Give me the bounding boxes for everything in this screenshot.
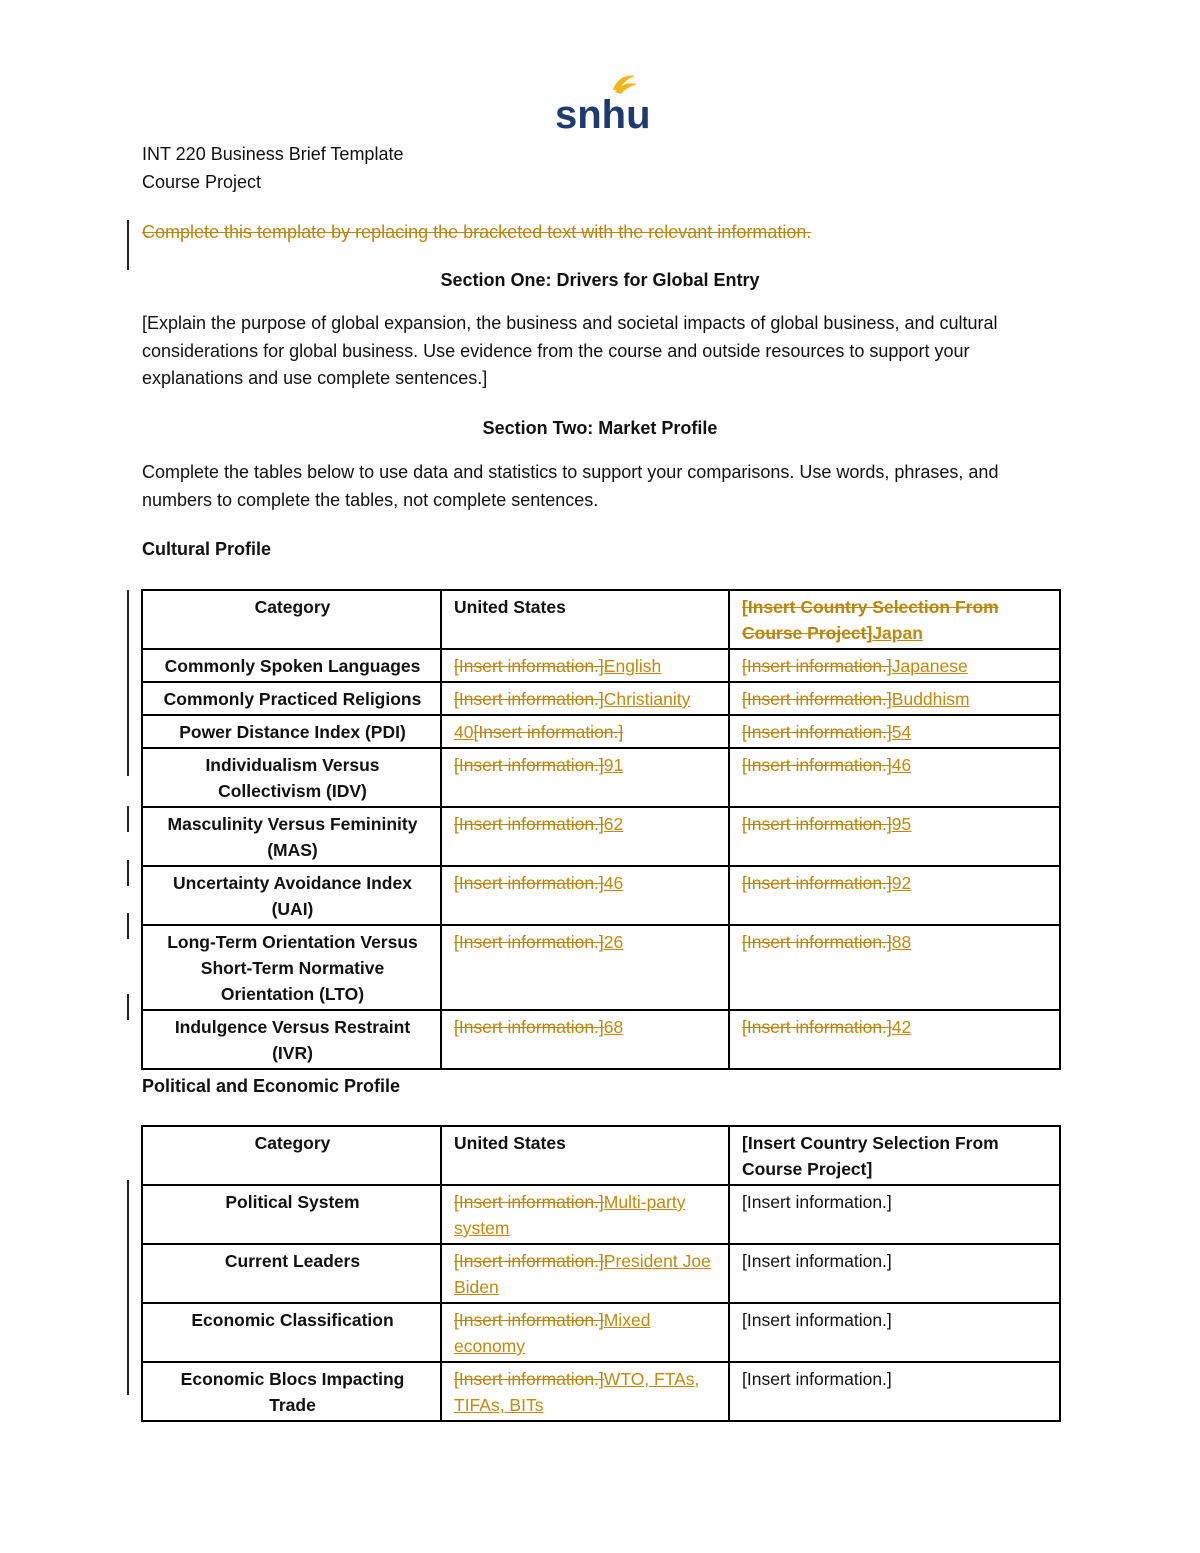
header-country: [Insert Country Selection From Course Project]	[729, 1126, 1060, 1185]
country-cell	[729, 748, 1060, 807]
instruction-text: Complete this template by replacing the bracketed text with the relevant information.	[142, 222, 812, 242]
deleted-text: [Insert information.]	[742, 689, 892, 709]
us-cell	[441, 1362, 729, 1421]
table-row	[142, 715, 1060, 748]
deleted-text: [Insert information.]	[454, 1369, 604, 1389]
table-header-row	[142, 1126, 1060, 1185]
section-two-body: Complete the tables below to use data and statistics to support your comparisons. Use words, phrases, and numbers to complete the tables, not complete sentences.	[142, 462, 999, 510]
section-one-heading: Section One: Drivers for Global Entry	[440, 270, 760, 290]
deleted-text: [Insert information.]	[454, 689, 604, 709]
deleted-text: [Insert information.]	[742, 656, 892, 676]
us-cell	[441, 1303, 729, 1362]
inserted-text: 46	[603, 873, 624, 893]
inserted-text: 54	[891, 722, 912, 742]
row-category: Economic Classification	[142, 1303, 441, 1362]
political-profile-heading: Political and Economic Profile	[142, 1076, 401, 1096]
deleted-text: [Insert information.]	[454, 873, 604, 893]
inserted-text: Buddhism	[891, 689, 970, 709]
inserted-text: 26	[603, 932, 624, 952]
cultural-profile-table	[141, 589, 1061, 1070]
table-row	[142, 682, 1060, 715]
inserted-text: 88	[891, 932, 912, 952]
row-category: Commonly Practiced Religions	[142, 682, 441, 715]
row-category: Masculinity Versus Femininity (MAS)	[142, 807, 441, 866]
cultural-profile-heading: Cultural Profile	[142, 539, 272, 559]
deleted-text: [Insert information.]	[454, 932, 604, 952]
country-cell	[729, 925, 1060, 1010]
deleted-text: [Insert information.]	[454, 755, 604, 775]
inserted-text: Japan	[872, 623, 923, 643]
deleted-text: [Insert information.]	[742, 932, 892, 952]
us-cell	[441, 866, 729, 925]
section-two-heading: Section Two: Market Profile	[482, 418, 718, 438]
country-cell: [Insert information.]	[729, 1185, 1060, 1244]
table-row	[142, 866, 1060, 925]
deleted-text: [Insert information.]	[454, 1192, 604, 1212]
deleted-text: [Insert information.]	[742, 873, 892, 893]
row-category: Long-Term Orientation Versus Short-Term Normative Orientation (LTO)	[142, 925, 441, 1010]
deleted-text: [Insert information.]	[454, 656, 604, 676]
inserted-text: 68	[603, 1017, 624, 1037]
deleted-text: [Insert information.]	[454, 1251, 604, 1271]
change-bar	[127, 913, 129, 939]
political-profile-table	[141, 1125, 1061, 1422]
deleted-text: [Insert information.]	[742, 1017, 892, 1037]
inserted-text: 91	[603, 755, 624, 775]
change-bar	[127, 806, 129, 832]
country-cell: [Insert information.]	[729, 1303, 1060, 1362]
document-title: INT 220 Business Brief Template	[142, 144, 404, 164]
table-row	[142, 1303, 1060, 1362]
country-cell	[729, 682, 1060, 715]
table-row	[142, 1010, 1060, 1069]
deleted-text: [Insert information.]	[454, 814, 604, 834]
inserted-text: Christianity	[603, 689, 691, 709]
row-category: Commonly Spoken Languages	[142, 649, 441, 682]
table-row	[142, 1244, 1060, 1303]
inserted-text: English	[603, 656, 662, 676]
table-row	[142, 807, 1060, 866]
us-cell	[441, 807, 729, 866]
country-cell: [Insert information.]	[729, 1244, 1060, 1303]
deleted-text: [Insert information.]	[742, 722, 892, 742]
deleted-text: [Insert information.]	[742, 755, 892, 775]
table-row	[142, 748, 1060, 807]
inserted-text: Japanese	[891, 656, 968, 676]
table-row	[142, 925, 1060, 1010]
deleted-text: [Insert information.]	[742, 814, 892, 834]
change-bar	[127, 220, 129, 270]
deleted-text: [Insert information.]	[454, 1310, 604, 1330]
us-cell	[441, 1010, 729, 1069]
us-cell	[441, 649, 729, 682]
inserted-text: Mixed economy	[454, 1310, 651, 1356]
document-subtitle: Course Project	[142, 172, 262, 192]
us-cell	[441, 682, 729, 715]
row-category: Current Leaders	[142, 1244, 441, 1303]
row-category: Economic Blocs Impacting Trade	[142, 1362, 441, 1421]
row-category: Power Distance Index (PDI)	[142, 715, 441, 748]
us-cell	[441, 1185, 729, 1244]
us-cell	[441, 925, 729, 1010]
us-cell	[441, 715, 729, 748]
country-cell: [Insert information.]	[729, 1362, 1060, 1421]
table-header-row	[142, 590, 1060, 649]
deleted-text: [Insert Country Selection From Course Project]	[742, 597, 999, 643]
us-cell	[441, 1244, 729, 1303]
table-row	[142, 1185, 1060, 1244]
section-one-body: [Explain the purpose of global expansion, the business and societal impacts of global business, and cultural considerations for global business. Use evidence from the course and outside resources to support your explanations and use complete sentences.]	[142, 313, 998, 388]
country-cell	[729, 866, 1060, 925]
country-cell	[729, 807, 1060, 866]
inserted-text: 46	[891, 755, 912, 775]
inserted-text: 62	[603, 814, 624, 834]
country-cell	[729, 715, 1060, 748]
country-cell	[729, 1010, 1060, 1069]
inserted-text: Multi-party system	[454, 1192, 686, 1238]
us-cell	[441, 748, 729, 807]
row-category: Uncertainty Avoidance Index (UAI)	[142, 866, 441, 925]
header-us: United States	[441, 1126, 729, 1185]
inserted-text: 95	[891, 814, 912, 834]
change-bar	[127, 994, 129, 1020]
deleted-text: [Insert information.]	[473, 722, 624, 742]
logo-text: snhu	[555, 93, 651, 137]
inserted-text: President Joe Biden	[454, 1251, 711, 1297]
header-us: United States	[441, 590, 729, 649]
row-category: Indulgence Versus Restraint (IVR)	[142, 1010, 441, 1069]
header-category: Category	[142, 1126, 441, 1185]
inserted-text: 42	[891, 1017, 912, 1037]
table-row	[142, 649, 1060, 682]
change-bar	[127, 590, 129, 776]
change-bar	[127, 1180, 129, 1395]
change-bar	[127, 860, 129, 886]
row-category: Individualism Versus Collectivism (IDV)	[142, 748, 441, 807]
header-country	[729, 590, 1060, 649]
country-cell	[729, 649, 1060, 682]
inserted-text: 40	[454, 722, 474, 742]
header-category: Category	[142, 590, 441, 649]
inserted-text: WTO, FTAs, TIFAs, BITs	[454, 1369, 700, 1415]
row-category: Political System	[142, 1185, 441, 1244]
inserted-text: 92	[891, 873, 912, 893]
deleted-text: [Insert information.]	[454, 1017, 604, 1037]
snhu-logo	[555, 72, 651, 137]
table-row	[142, 1362, 1060, 1421]
